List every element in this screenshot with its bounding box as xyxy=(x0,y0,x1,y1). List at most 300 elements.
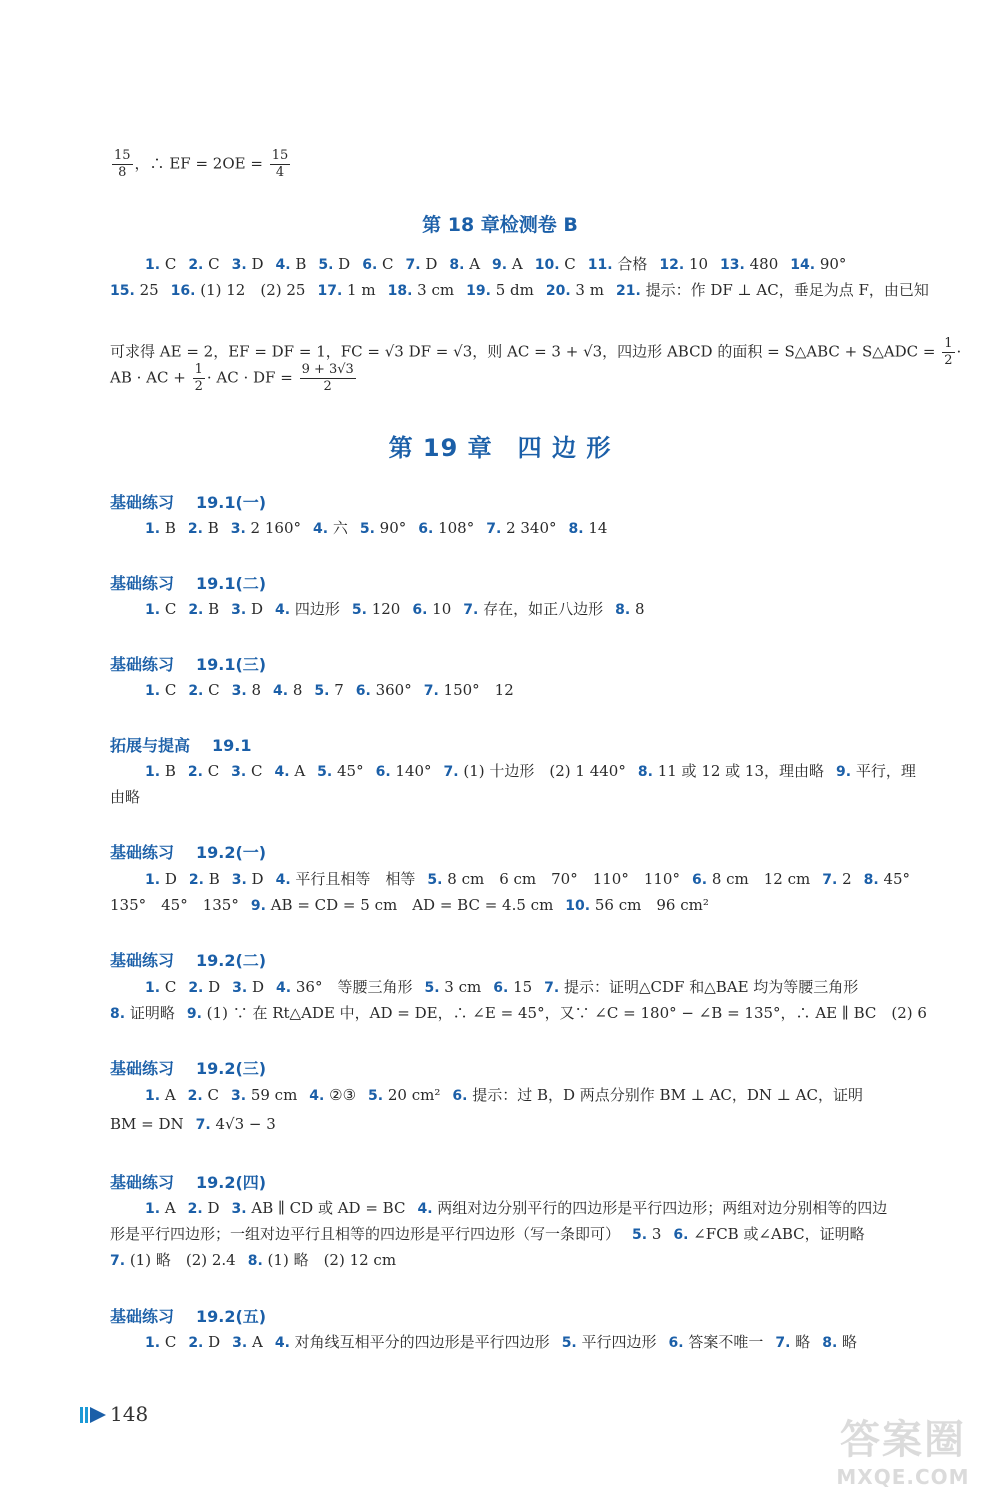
section-heading: 基础练习 19.2(四) xyxy=(110,1173,267,1192)
answer-item xyxy=(486,519,556,537)
answer-item xyxy=(493,978,532,996)
answer-item xyxy=(313,519,348,537)
fraction: $\frac{9 + 3√3}{2}$ xyxy=(301,362,354,394)
answer-text: 7 xyxy=(329,681,344,699)
answer-line xyxy=(145,1330,920,1355)
answer-line xyxy=(110,1248,920,1273)
question-number: 18. xyxy=(387,283,413,299)
answer-item xyxy=(145,1199,176,1217)
question-number: 3. xyxy=(231,683,247,699)
answer-item xyxy=(424,978,481,996)
question-number: 1. xyxy=(145,980,161,996)
question-number: 3. xyxy=(231,602,247,618)
answer-text: 提示：证明△CDF 和△BAE 均为等腰三角形 xyxy=(559,978,859,996)
answer-item xyxy=(449,255,480,273)
answer-text: 10 xyxy=(684,255,709,273)
answer-text: D xyxy=(203,1333,221,1351)
answer-text: 证明略 xyxy=(125,1004,175,1022)
answer-item xyxy=(275,1333,550,1351)
question-number: 7. xyxy=(423,683,439,699)
question-number: 1. xyxy=(145,764,161,780)
answer-item xyxy=(196,1115,276,1133)
answer-text: D xyxy=(246,600,264,618)
question-number: 1. xyxy=(145,521,161,537)
answer-text: B xyxy=(160,762,176,780)
answer-item xyxy=(659,255,708,273)
fraction: $\frac{15}{8}$ xyxy=(114,148,131,180)
question-number: 3. xyxy=(231,764,247,780)
question-number: 14. xyxy=(790,257,816,273)
answer-text: 36° 等腰三角形 xyxy=(291,978,413,996)
answer-text: 3 xyxy=(647,1225,662,1243)
answer-text: 四边形 xyxy=(290,600,340,618)
question-number: 8. xyxy=(822,1335,838,1351)
answer-item xyxy=(673,1225,864,1243)
answer-item xyxy=(188,1333,220,1351)
answer-line xyxy=(145,975,920,1000)
question-number: 1. xyxy=(145,1201,161,1217)
answer-text: 120 xyxy=(366,600,401,618)
answer-item xyxy=(368,1086,440,1104)
question-number: 1. xyxy=(145,872,161,888)
answer-text: 56 cm 96 cm² xyxy=(590,896,709,914)
answer-text: 1 m xyxy=(342,281,376,299)
answer-item xyxy=(466,281,534,299)
answer-text: 2 xyxy=(837,870,852,888)
answer-item xyxy=(188,519,219,537)
answer-item xyxy=(188,978,220,996)
question-number: 1. xyxy=(145,683,161,699)
question-number: 8. xyxy=(110,1006,126,1022)
answer-text: D xyxy=(203,978,221,996)
answer-item xyxy=(273,681,302,699)
answer-text: 略 xyxy=(790,1333,811,1351)
answer-item xyxy=(275,255,306,273)
page-number: 148 xyxy=(110,1402,149,1426)
answer-text: 5 dm xyxy=(490,281,534,299)
answer-item xyxy=(417,1199,887,1217)
answer-item xyxy=(569,519,608,537)
top-formula: $\frac{15}{8}$ ，∴ EF = 2OE = $\frac{15}{4}$ xyxy=(114,148,289,180)
answer-text: ②③ xyxy=(324,1086,357,1104)
answer-text: 8 xyxy=(246,681,261,699)
answer-text: C xyxy=(203,255,220,273)
answer-text: C xyxy=(377,255,394,273)
answer-text: 提示：过 B，D 两点分别作 BM ⊥ AC，DN ⊥ AC，证明 xyxy=(467,1086,863,1104)
answer-text: AB ∥ CD 或 AD = BC xyxy=(246,1199,406,1217)
answer-item xyxy=(231,600,263,618)
answer-text: 8 xyxy=(288,681,303,699)
answer-item xyxy=(317,762,363,780)
answer-text: 15 xyxy=(508,978,533,996)
answer-line: 由略 xyxy=(110,788,141,806)
answer-item xyxy=(232,1333,263,1351)
question-number: 1. xyxy=(145,1088,161,1104)
answer-item xyxy=(317,281,375,299)
answer-item xyxy=(188,681,219,699)
answer-item xyxy=(360,519,406,537)
question-number: 19. xyxy=(466,283,491,299)
question-number: 2. xyxy=(187,1201,203,1217)
answer-text: D xyxy=(333,255,351,273)
answer-item xyxy=(187,1004,927,1022)
section-heading: 基础练习 19.1(二) xyxy=(110,574,267,593)
answer-text: 3 cm xyxy=(412,281,455,299)
answer-text: 14 xyxy=(583,519,608,537)
ch18-line3: 可求得 AE = 2，EF = DF = 1，FC = √3 DF = √3，则 AC = 3 + √3，四边形 ABCD 的面积 = S△ABC + S△ADC = $\frac{1}{2}$ · xyxy=(110,336,962,368)
question-number: 7. xyxy=(195,1117,211,1133)
question-number: 2. xyxy=(187,1088,203,1104)
answer-line: 135° 45° 135° 9. AB = CD = 5 cm AD = BC = 4.5 cm 10. 56 cm 96 cm² xyxy=(110,896,709,914)
question-number: 8. xyxy=(247,1253,263,1269)
answer-text: A xyxy=(507,255,523,273)
answer-item xyxy=(188,600,219,618)
answer-item xyxy=(452,1086,863,1104)
question-number: 5. xyxy=(317,764,333,780)
answer-item xyxy=(309,1086,356,1104)
section-heading: 拓展与提高 19.1 xyxy=(110,736,252,755)
answer-item xyxy=(822,870,851,888)
answer-item xyxy=(720,255,778,273)
answer-text: C xyxy=(160,255,177,273)
question-number: 7. xyxy=(463,602,479,618)
answer-item xyxy=(632,1225,661,1243)
answer-item xyxy=(188,1199,220,1217)
answer-text: B xyxy=(203,870,220,888)
ch18-line4: AB · AC + $\frac{1}{2}$ · AC · DF = $\frac{9 + 3√3}{2}$ xyxy=(110,362,354,394)
question-number: 6. xyxy=(452,1088,468,1104)
question-number: 1. xyxy=(145,257,161,273)
answer-item xyxy=(864,870,910,888)
answer-item xyxy=(232,681,261,699)
question-number: 6. xyxy=(412,602,428,618)
answer-item xyxy=(145,762,176,780)
answer-item xyxy=(110,1004,175,1022)
answer-item xyxy=(544,978,858,996)
question-number: 3. xyxy=(230,521,246,537)
answer-item xyxy=(145,519,176,537)
answer-text: 合格 xyxy=(612,255,648,273)
answer-text: 两组对边分别平行的四边形是平行四边形；两组对边分别相等的四边 xyxy=(432,1199,888,1217)
question-number: 20. xyxy=(545,283,571,299)
question-number: 7. xyxy=(443,764,459,780)
question-number: 8. xyxy=(615,602,631,618)
answer-text: D xyxy=(246,870,264,888)
question-number: 6. xyxy=(493,980,509,996)
answer-text: C xyxy=(246,762,263,780)
question-number: 5. xyxy=(427,872,443,888)
answer-item xyxy=(836,762,916,780)
answer-item xyxy=(231,762,262,780)
answer-text: A xyxy=(289,762,306,780)
answer-line xyxy=(145,516,920,541)
fraction: $\frac{1}{2}$ xyxy=(194,362,203,394)
answer-line xyxy=(110,1001,927,1026)
answer-item xyxy=(274,762,305,780)
question-number: 3. xyxy=(231,872,247,888)
section-heading: 基础练习 19.1(一) xyxy=(110,493,267,512)
answer-text: A xyxy=(160,1199,176,1217)
answer-item xyxy=(145,600,176,618)
answer-item xyxy=(692,870,810,888)
question-number: 9. xyxy=(836,764,852,780)
answer-text: 平行四边形 xyxy=(576,1333,657,1351)
answer-line: BM = DN 7. 4√3 − 3 xyxy=(110,1115,276,1133)
answer-line xyxy=(145,867,920,892)
answer-item xyxy=(188,255,219,273)
question-number: 6. xyxy=(362,257,378,273)
answer-item xyxy=(231,519,301,537)
question-number: 12. xyxy=(659,257,685,273)
answer-item xyxy=(145,978,176,996)
answer-item xyxy=(232,870,264,888)
question-number: 3. xyxy=(232,1335,248,1351)
section-heading: 基础练习 19.2(一) xyxy=(110,843,267,862)
question-number: 2. xyxy=(187,764,203,780)
answer-text: A xyxy=(160,1086,176,1104)
answer-item xyxy=(822,1333,857,1351)
answer-item xyxy=(231,1086,297,1104)
answer-item xyxy=(232,1199,406,1217)
answer-text: C xyxy=(202,1086,219,1104)
question-number: 4. xyxy=(275,872,291,888)
answer-text: 略 xyxy=(837,1333,858,1351)
question-number: 2. xyxy=(188,683,204,699)
question-number: 3. xyxy=(230,1088,247,1104)
answer-text: A xyxy=(464,255,481,273)
answer-text: 2 160° xyxy=(245,519,301,537)
answer-text: 8 cm 6 cm 70° 110° 110° xyxy=(442,870,680,888)
question-number: 5. xyxy=(368,1088,384,1104)
answer-line xyxy=(145,678,920,703)
question-number: 9. xyxy=(492,257,508,273)
answer-item xyxy=(145,255,176,273)
answer-item xyxy=(444,762,626,780)
question-number: 7. xyxy=(544,980,560,996)
question-number: 9. xyxy=(250,898,266,914)
answer-item xyxy=(171,281,306,299)
answer-text: D xyxy=(160,870,177,888)
answer-text: C xyxy=(559,255,576,273)
question-number: 15. xyxy=(110,283,135,299)
answer-item xyxy=(318,255,350,273)
question-number: 7. xyxy=(822,872,838,888)
section-heading: 基础练习 19.1(三) xyxy=(110,655,267,674)
answer-text: 4√3 − 3 xyxy=(210,1115,276,1133)
answer-text: 平行，理 xyxy=(851,762,916,780)
question-number: 8. xyxy=(637,764,653,780)
answer-item xyxy=(362,255,393,273)
answer-text: B xyxy=(160,519,176,537)
question-number: 6. xyxy=(375,764,391,780)
question-number: 7. xyxy=(775,1335,791,1351)
answer-item xyxy=(412,600,451,618)
answer-item xyxy=(188,1086,219,1104)
answer-item xyxy=(565,896,709,914)
answer-text: 存在，如正八边形 xyxy=(478,600,604,618)
answer-line xyxy=(145,759,920,784)
question-number: 4. xyxy=(275,602,291,618)
question-number: 8. xyxy=(449,257,465,273)
question-number: 2. xyxy=(188,1335,204,1351)
answer-text: 8 cm 12 cm xyxy=(707,870,811,888)
answer-text: 140° xyxy=(390,762,432,780)
answer-item xyxy=(110,281,159,299)
answer-text: 10 xyxy=(427,600,452,618)
question-number: 5. xyxy=(424,980,440,996)
answer-item xyxy=(790,255,846,273)
answer-text: (1) 12 (2) 25 xyxy=(195,281,306,299)
question-number: 5. xyxy=(359,521,375,537)
answer-item xyxy=(669,1333,764,1351)
answer-text: 150° 12 xyxy=(438,681,514,699)
question-number: 6. xyxy=(668,1335,684,1351)
answer-text: ∠FCB 或∠ABC，证明略 xyxy=(688,1225,865,1243)
answer-text: 480 xyxy=(744,255,779,273)
question-number: 5. xyxy=(318,257,334,273)
answer-item xyxy=(276,870,416,888)
question-number: 7. xyxy=(486,521,502,537)
answer-text: B xyxy=(202,519,219,537)
answer-text: B xyxy=(290,255,307,273)
question-number: 13. xyxy=(720,257,745,273)
question-number: 3. xyxy=(232,980,248,996)
answer-item xyxy=(388,281,455,299)
answer-item xyxy=(418,519,474,537)
question-number: 7. xyxy=(405,257,421,273)
section-heading: 基础练习 19.2(五) xyxy=(110,1307,267,1326)
answer-text: (1) 略 (2) 12 cm xyxy=(262,1251,397,1269)
answer-item xyxy=(232,255,264,273)
question-number: 4. xyxy=(309,1088,325,1104)
answer-text: 90° xyxy=(815,255,847,273)
answer-line xyxy=(145,1196,920,1221)
answer-item xyxy=(110,1251,236,1269)
ch18-row2: 15. 25 16. (1) 12 (2) 25 17. 1 m 18. 3 cm 19. 5 dm 20. 3 m 21. 提示：作 DF ⊥ AC，垂足为点 F，由已知 xyxy=(110,281,929,299)
question-number: 5. xyxy=(561,1335,577,1351)
question-number: 7. xyxy=(110,1253,126,1269)
question-number: 3. xyxy=(231,1201,247,1217)
answer-item xyxy=(275,600,340,618)
question-number: 4. xyxy=(274,1335,290,1351)
page-arrow-icon xyxy=(80,1406,108,1424)
answer-item xyxy=(588,255,648,273)
answer-line: 形是平行四边形；一组对边平行且相等的四边形是平行四边形（写一条即可） 5. 3 6. ∠FCB 或∠ABC，证明略 xyxy=(110,1225,865,1243)
answer-text: D xyxy=(247,978,265,996)
answer-text: 90° xyxy=(374,519,407,537)
question-number: 1. xyxy=(145,602,161,618)
section-heading: 基础练习 19.2(二) xyxy=(110,951,267,970)
fraction: $\frac{1}{2}$ xyxy=(944,336,953,368)
question-number: 5. xyxy=(632,1227,648,1243)
question-number: 2. xyxy=(188,257,204,273)
fraction: $\frac{15}{4}$ xyxy=(271,148,289,180)
answer-item xyxy=(145,870,177,888)
watermark-logo: 答案圈 MXQE.COM xyxy=(836,1417,970,1489)
answer-text: 360° xyxy=(370,681,412,699)
answer-text: 108° xyxy=(433,519,475,537)
answer-text: (1) 十边形 (2) 1 440° xyxy=(458,762,626,780)
answer-text: 25 xyxy=(134,281,159,299)
answer-text: C xyxy=(203,681,220,699)
answer-line xyxy=(145,1083,920,1108)
question-number: 6. xyxy=(691,872,708,888)
question-number: 1. xyxy=(145,1335,161,1351)
answer-text: C xyxy=(160,978,177,996)
answer-text: D xyxy=(246,255,264,273)
answer-text: 45° xyxy=(332,762,364,780)
question-number: 5. xyxy=(351,602,367,618)
answer-item xyxy=(492,255,523,273)
question-number: 8. xyxy=(568,521,584,537)
question-number: 3. xyxy=(231,257,247,273)
answer-text: 答案不唯一 xyxy=(683,1333,764,1351)
question-number: 2. xyxy=(188,872,204,888)
answer-item xyxy=(406,255,438,273)
answer-line xyxy=(145,597,920,622)
question-number: 2. xyxy=(188,980,204,996)
answer-item xyxy=(424,681,514,699)
answer-text: 3 cm xyxy=(439,978,482,996)
answer-text: AB = CD = 5 cm AD = BC = 4.5 cm xyxy=(265,896,554,914)
question-number: 4. xyxy=(274,764,290,780)
question-number: 17. xyxy=(317,283,343,299)
question-number: 11. xyxy=(587,257,613,273)
question-number: 16. xyxy=(170,283,196,299)
question-number: 4. xyxy=(273,683,289,699)
answer-text: C xyxy=(160,681,177,699)
answer-text: (1) ∵ 在 Rt△ADE 中，AD = DE，∴ ∠E = 45°，又∵ ∠C = 180° − ∠B = 135°，∴ AE ∥ BC (2) 6 xyxy=(201,1004,927,1022)
answer-item xyxy=(189,870,220,888)
answer-item xyxy=(562,1333,657,1351)
question-number: 10. xyxy=(534,257,560,273)
answer-item xyxy=(546,281,604,299)
answer-text: D xyxy=(202,1199,220,1217)
answer-item xyxy=(775,1333,810,1351)
question-number: 9. xyxy=(186,1006,202,1022)
answer-text: (1) 略 (2) 2.4 xyxy=(125,1251,236,1269)
answer-text: D xyxy=(420,255,438,273)
question-number: 2. xyxy=(187,521,203,537)
answer-text: C xyxy=(202,762,220,780)
answer-item xyxy=(232,978,264,996)
answer-text: 2 340° xyxy=(501,519,557,537)
answer-item xyxy=(145,681,176,699)
question-number: 8. xyxy=(863,872,879,888)
question-number: 2. xyxy=(188,602,204,618)
question-number: 6. xyxy=(355,683,371,699)
ch18-row1 xyxy=(145,252,920,277)
answer-item xyxy=(427,870,680,888)
answer-text: C xyxy=(160,600,177,618)
question-number: 4. xyxy=(276,980,292,996)
answer-item xyxy=(535,255,576,273)
answer-item xyxy=(376,762,432,780)
answer-text: 平行且相等 相等 xyxy=(290,870,416,888)
answer-item xyxy=(145,1086,176,1104)
answer-text: C xyxy=(160,1333,177,1351)
chapter-19-title: 第 19 章 四 边 形 xyxy=(388,434,612,462)
answer-text: 20 cm² xyxy=(383,1086,441,1104)
question-number: 4. xyxy=(417,1201,433,1217)
answer-item xyxy=(188,762,219,780)
answer-item xyxy=(352,600,400,618)
answer-text: 59 cm xyxy=(246,1086,298,1104)
answer-text: 六 xyxy=(328,519,348,537)
question-number: 6. xyxy=(673,1227,689,1243)
answer-item xyxy=(276,978,412,996)
question-number: 10. xyxy=(565,898,591,914)
